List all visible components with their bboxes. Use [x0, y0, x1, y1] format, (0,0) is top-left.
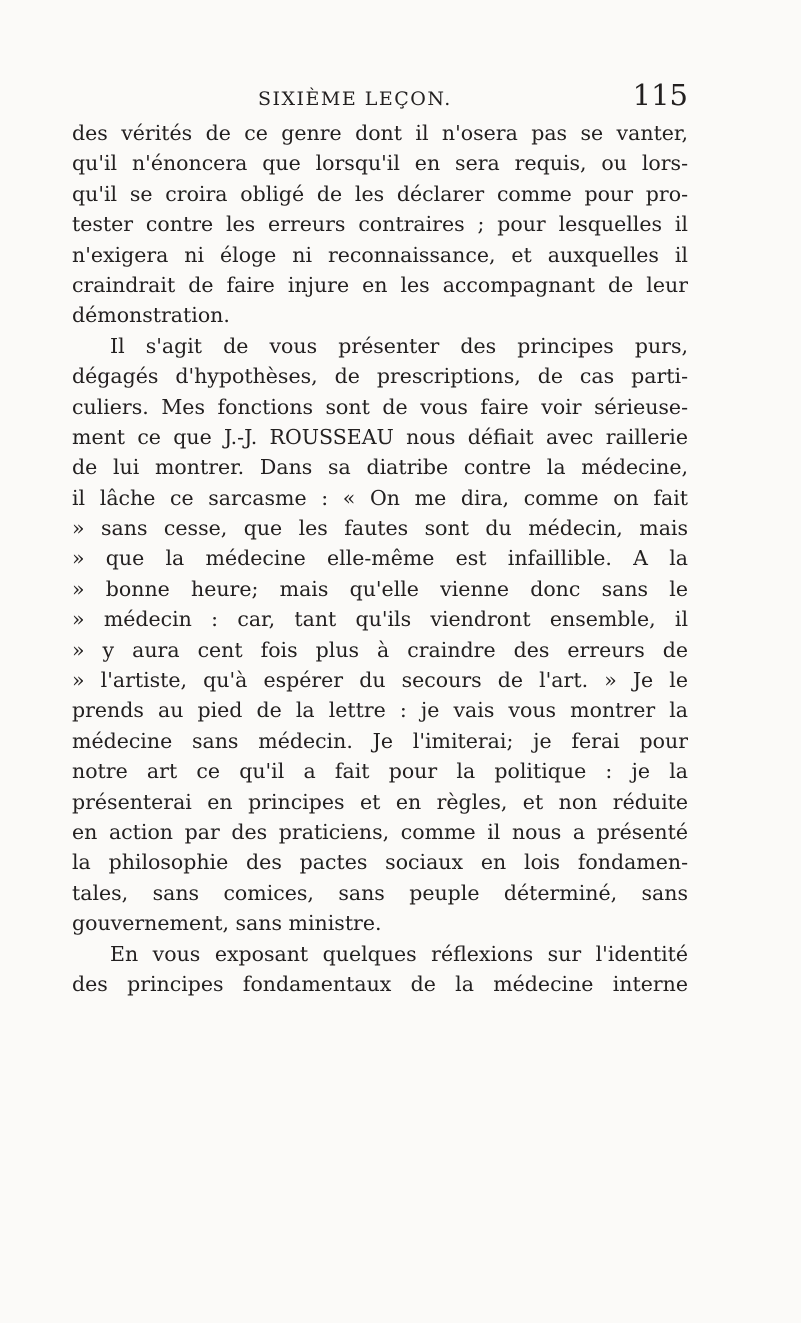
text-line: dégagés d'hypothèses, de prescriptions, de cas parti-: [72, 364, 688, 389]
paragraph-end-line: gouvernement, sans ministre.: [72, 911, 382, 936]
paragraph-end-line: démonstration.: [72, 303, 230, 328]
text-line: présenterai en principes et en règles, et non réduite: [72, 789, 688, 814]
text-line: tales, sans comices, sans peuple déterminé, sans: [72, 880, 688, 905]
quote-line: » bonne heure; mais qu'elle vienne donc sans le: [72, 576, 688, 601]
text-line: ment ce que J.-J. ROUSSEAU nous défiait avec raillerie: [72, 424, 688, 449]
paragraph-start-line: Il s'agit de vous présenter des principes purs,: [110, 333, 688, 358]
text-line: qu'il se croira obligé de les déclarer comme pour pro-: [72, 181, 688, 206]
quote-line: » que la médecine elle-même est infaillible. A la: [72, 546, 688, 571]
quote-line: » y aura cent fois plus à craindre des erreurs de: [72, 637, 688, 662]
running-title: SIXIÈME LEÇON.: [258, 88, 452, 110]
text-line: notre art ce qu'il a fait pour la politique : je la: [72, 759, 688, 784]
text-line: des vérités de ce genre dont il n'osera pas se vanter,: [72, 121, 688, 145]
quote-line: » l'artiste, qu'à espérer du secours de l'art. » Je le: [72, 668, 688, 693]
text-line: craindrait de faire injure en les accompagnant de leur: [72, 272, 688, 297]
text-line: culiers. Mes fonctions sont de vous faire voir sérieuse-: [72, 394, 688, 419]
text-line: il lâche ce sarcasme : « On me dira, comme on fait: [72, 485, 688, 510]
text-line: n'exigera ni éloge ni reconnaissance, et auxquelles il: [72, 242, 688, 267]
text-line: tester contre les erreurs contraires ; pour lesquelles il: [72, 212, 688, 237]
text-line: la philosophie des pactes sociaux en lois fondamen-: [72, 850, 688, 875]
text-line: qu'il n'énoncera que lorsqu'il en sera requis, ou lors-: [72, 151, 688, 176]
text-line: en action par des praticiens, comme il nous a présenté: [72, 819, 688, 844]
text-line: prends au pied de la lettre : je vais vous montrer la: [72, 698, 688, 723]
text-line: médecine sans médecin. Je l'imiterai; je ferai pour: [72, 728, 688, 753]
quote-line: » sans cesse, que les fautes sont du médecin, mais: [72, 516, 688, 541]
quote-line: » médecin : car, tant qu'ils viendront ensemble, il: [72, 607, 688, 632]
page-number: 115: [632, 78, 688, 112]
running-head: [258, 78, 688, 118]
text-line: de lui montrer. Dans sa diatribe contre la médecine,: [72, 455, 688, 480]
text-line: des principes fondamentaux de la médecine interne: [72, 971, 688, 996]
body-text: [72, 118, 688, 999]
paragraph-start-line: En vous exposant quelques réflexions sur l'identité: [110, 941, 688, 966]
